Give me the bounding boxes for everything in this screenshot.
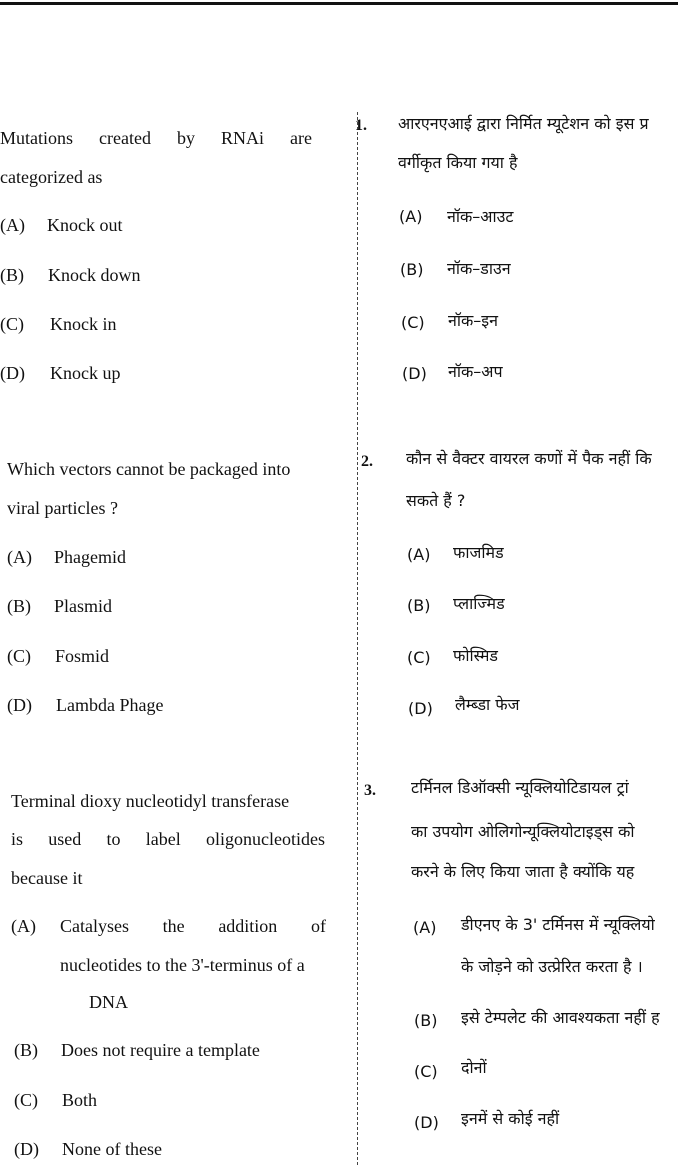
q1-option-c-label: (C) [0, 314, 24, 334]
q3-option-c-label: (C) [14, 1090, 38, 1110]
q3-option-b: Does not require a template [61, 1040, 260, 1060]
q3-hindi-number: 3. [364, 782, 376, 799]
q2-hindi-stem-line1: कौन से वैक्टर वायरल कणों में पैक नहीं कि [406, 449, 652, 468]
q2-hindi-option-b-label: (B) [407, 596, 431, 615]
q3-hindi-option-c: दोनों [461, 1058, 487, 1077]
q3-option-a-line3: DNA [89, 992, 128, 1012]
q1-option-c: Knock in [50, 314, 117, 334]
q2-hindi-option-c-label: (C) [407, 648, 431, 667]
q1-option-a: Knock out [47, 215, 123, 235]
q1-hindi-option-c-label: (C) [401, 313, 425, 332]
q3-hindi-option-d-label: (D) [414, 1113, 439, 1132]
q3-option-a-label: (A) [11, 916, 36, 936]
q3-option-a-line2: nucleotides to the 3'-terminus of a [60, 955, 305, 975]
q3-hindi-option-a-line2: के जोड़ने को उत्प्रेरित करता है । [461, 957, 643, 976]
q2-option-b: Plasmid [54, 596, 113, 616]
q3-hindi-stem-line3: करने के लिए किया जाता है क्योंकि यह [411, 862, 635, 881]
q3-hindi-option-c-label: (C) [414, 1062, 438, 1081]
q3-hindi-option-b: इसे टेम्पलेट की आवश्यकता नहीं ह [461, 1008, 660, 1027]
q3-option-c: Both [62, 1090, 98, 1110]
q1-hindi-option-d-label: (D) [402, 364, 427, 383]
q1-option-d: Knock up [50, 363, 121, 383]
q2-hindi-option-b: प्लाज्मिड [453, 594, 505, 613]
q3-stem-line2: is used to label oligonucleotides [11, 829, 325, 849]
q1-stem-line1: Mutations created by RNAi are [0, 128, 312, 148]
q1-hindi-option-a-label: (A) [399, 207, 423, 226]
q1-hindi-option-d: नॉक–अप [448, 362, 503, 381]
q1-hindi-option-a: नॉक–आउट [447, 207, 514, 226]
q2-hindi-option-d: लैम्ब्डा फेज [455, 695, 520, 714]
q1-stem-line2: categorized as [0, 167, 103, 187]
q2-option-d-label: (D) [7, 695, 32, 715]
q1-hindi-option-b: नॉक–डाउन [447, 259, 511, 278]
q1-hindi-option-b-label: (B) [400, 260, 424, 279]
q1-hindi-stem-line1: आरएनएआई द्वारा निर्मित म्यूटेशन को इस प्र [398, 114, 649, 133]
q1-option-a-label: (A) [0, 215, 25, 235]
q2-hindi-option-d-label: (D) [408, 699, 433, 718]
q2-option-b-label: (B) [7, 596, 31, 616]
q3-option-a-line1: Catalyses the addition of [60, 916, 326, 936]
q3-hindi-option-a-label: (A) [413, 918, 437, 937]
q2-option-a: Phagemid [54, 547, 126, 567]
q3-hindi-option-d: इनमें से कोई नहीं [461, 1109, 560, 1128]
q3-hindi-stem-line1: टर्मिनल डिऑक्सी न्यूक्लियोटिडायल ट्रां [411, 778, 629, 797]
q1-hindi-number: 1. [355, 117, 367, 134]
q3-hindi-option-b-label: (B) [414, 1011, 438, 1030]
q2-hindi-number: 2. [361, 453, 373, 470]
q1-hindi-option-c: नॉक–इन [448, 311, 499, 330]
q3-stem-line1: Terminal dioxy nucleotidyl transferase [11, 791, 290, 811]
q2-hindi-option-a-label: (A) [407, 545, 431, 564]
q2-stem-line1: Which vectors cannot be packaged into [7, 459, 291, 479]
q2-hindi-option-a: फाजमिड [453, 543, 504, 562]
q2-option-a-label: (A) [7, 547, 32, 567]
q2-option-c-label: (C) [7, 646, 31, 666]
q1-option-d-label: (D) [0, 363, 25, 383]
q2-hindi-stem-line2: सकते हैं ? [406, 491, 466, 510]
q3-stem-line3: because it [11, 868, 83, 888]
hindi-column [357, 0, 678, 1165]
q3-hindi-option-a-line1: डीएनए के 3' टर्मिनस में न्यूक्लियो [461, 915, 655, 934]
q2-option-d: Lambda Phage [56, 695, 164, 715]
q1-option-b-label: (B) [0, 265, 24, 285]
q2-hindi-option-c: फोस्मिड [453, 646, 498, 665]
q1-option-b: Knock down [48, 265, 141, 285]
q3-option-d: None of these [62, 1139, 162, 1159]
q3-option-d-label: (D) [14, 1139, 39, 1159]
q2-stem-line2: viral particles ? [7, 498, 118, 518]
q3-option-b-label: (B) [14, 1040, 38, 1060]
q2-option-c: Fosmid [55, 646, 110, 666]
q1-hindi-stem-line2: वर्गीकृत किया गया है [398, 153, 518, 172]
q3-hindi-stem-line2: का उपयोग ओलिगोन्यूक्लियोटाइड्स को [411, 822, 635, 841]
